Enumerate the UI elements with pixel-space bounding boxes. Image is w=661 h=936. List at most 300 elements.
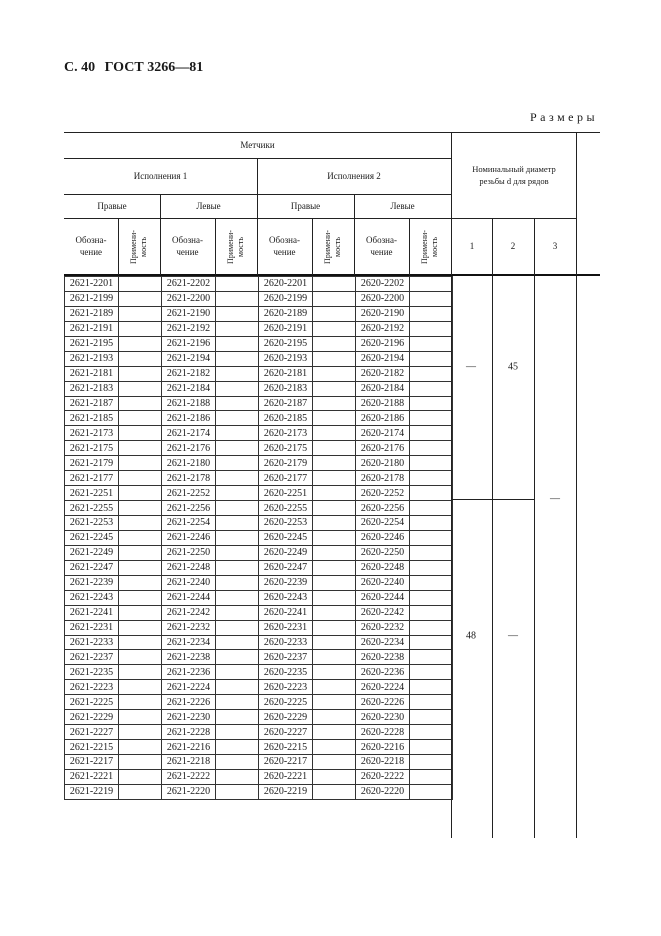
designation-cell: 2621-2173 [65, 426, 119, 441]
row-number-1: 1 [469, 240, 475, 251]
applicability-cell [410, 590, 453, 605]
row-number-2: 2 [510, 240, 516, 251]
designation-cell: 2621-2224 [162, 680, 216, 695]
applicability-cell [313, 321, 356, 336]
designation-cell: 2621-2180 [162, 456, 216, 471]
applicability-cell [119, 381, 162, 396]
applicability-cell [216, 740, 259, 755]
applicability-cell [313, 530, 356, 545]
designation-cell: 2620-2240 [356, 575, 410, 590]
applicability-cell [313, 381, 356, 396]
designation-cell: 2620-2220 [356, 784, 410, 799]
designation-cell: 2620-2181 [259, 366, 313, 381]
applicability-cell [216, 441, 259, 456]
applicability-cell [119, 650, 162, 665]
designation-cell: 2620-2234 [356, 635, 410, 650]
designation-cell: 2621-2232 [162, 620, 216, 635]
variant2-header: Исполнения 2 [327, 170, 381, 181]
designation-cell: 2620-2188 [356, 396, 410, 411]
diameter-value: — [550, 493, 560, 505]
designation-cell: 2621-2193 [65, 351, 119, 366]
applicability-cell [119, 530, 162, 545]
applicability-cell [410, 769, 453, 784]
applicability-cell [119, 426, 162, 441]
applicability-cell [410, 306, 453, 321]
designation-cell: 2621-2256 [162, 501, 216, 516]
applicability-cell [119, 306, 162, 321]
applicability-cell [119, 725, 162, 740]
applicability-cell [119, 351, 162, 366]
designation-cell: 2620-2248 [356, 560, 410, 575]
designation-cell: 2620-2195 [259, 336, 313, 351]
designation-cell: 2620-2191 [259, 321, 313, 336]
applicability-cell [119, 336, 162, 351]
applicability-cell [216, 381, 259, 396]
designation-cell: 2620-2179 [259, 456, 313, 471]
applicability-header: Примени- мость [323, 230, 342, 264]
applicability-cell [313, 710, 356, 725]
designation-cell: 2621-2243 [65, 590, 119, 605]
applicability-cell [313, 755, 356, 770]
designation-cell: 2620-2244 [356, 590, 410, 605]
applicability-cell [119, 590, 162, 605]
applicability-cell [119, 441, 162, 456]
applicability-header: Примени- мость [226, 230, 245, 264]
applicability-cell [216, 277, 259, 292]
left-header-1: Левые [196, 200, 221, 211]
applicability-cell [410, 575, 453, 590]
table-row [65, 516, 453, 531]
applicability-cell [119, 277, 162, 292]
applicability-cell [216, 560, 259, 575]
applicability-cell [216, 516, 259, 531]
applicability-cell [216, 650, 259, 665]
designation-cell: 2621-2252 [162, 486, 216, 501]
applicability-cell [313, 545, 356, 560]
designation-cell: 2620-2255 [259, 501, 313, 516]
applicability-cell [216, 486, 259, 501]
designation-cell: 2621-2200 [162, 291, 216, 306]
diameter-value: 45 [508, 361, 518, 373]
applicability-cell [119, 740, 162, 755]
applicability-cell [313, 486, 356, 501]
applicability-cell [313, 725, 356, 740]
applicability-cell [410, 650, 453, 665]
applicability-cell [410, 665, 453, 680]
applicability-cell [313, 366, 356, 381]
applicability-cell [216, 665, 259, 680]
designation-cell: 2620-2196 [356, 336, 410, 351]
designation-cell: 2620-2228 [356, 725, 410, 740]
applicability-cell [119, 605, 162, 620]
applicability-cell [313, 501, 356, 516]
designation-cell: 2620-2251 [259, 486, 313, 501]
designation-cell: 2621-2234 [162, 635, 216, 650]
designation-cell: 2621-2233 [65, 635, 119, 650]
designation-cell: 2620-2186 [356, 411, 410, 426]
standard-number: ГОСТ 3266—81 [104, 60, 204, 75]
applicability-cell [216, 784, 259, 799]
table-row [65, 710, 453, 725]
applicability-cell [216, 590, 259, 605]
applicability-cell [410, 680, 453, 695]
designation-cell: 2621-2217 [65, 755, 119, 770]
applicability-cell [119, 366, 162, 381]
applicability-cell [410, 366, 453, 381]
designation-header: Обозна- чение [366, 234, 397, 257]
applicability-cell [119, 575, 162, 590]
table-row [65, 351, 453, 366]
designation-cell: 2621-2230 [162, 710, 216, 725]
designation-cell: 2620-2254 [356, 516, 410, 531]
applicability-cell [410, 784, 453, 799]
designation-cell: 2620-2218 [356, 755, 410, 770]
applicability-cell [313, 575, 356, 590]
designation-cell: 2620-2252 [356, 486, 410, 501]
table-row [65, 740, 453, 755]
designation-cell: 2621-2202 [162, 277, 216, 292]
designation-cell: 2620-2238 [356, 650, 410, 665]
applicability-cell [313, 590, 356, 605]
applicability-cell [216, 680, 259, 695]
applicability-cell [410, 351, 453, 366]
applicability-cell [313, 769, 356, 784]
designation-cell: 2620-2182 [356, 366, 410, 381]
designation-cell: 2620-2245 [259, 530, 313, 545]
table-row [65, 530, 453, 545]
applicability-cell [313, 560, 356, 575]
applicability-cell [313, 411, 356, 426]
designation-cell: 2621-2239 [65, 575, 119, 590]
applicability-cell [410, 277, 453, 292]
page-number: С. 40 [64, 60, 96, 75]
applicability-cell [313, 441, 356, 456]
designation-cell: 2621-2190 [162, 306, 216, 321]
applicability-cell [410, 635, 453, 650]
applicability-cell [410, 321, 453, 336]
applicability-cell [119, 321, 162, 336]
applicability-cell [216, 710, 259, 725]
applicability-cell [313, 291, 356, 306]
table-row [65, 769, 453, 784]
designation-cell: 2620-2187 [259, 396, 313, 411]
designation-cell: 2620-2232 [356, 620, 410, 635]
designation-cell: 2620-2235 [259, 665, 313, 680]
designation-header: Обозна- чение [172, 234, 203, 257]
applicability-cell [410, 695, 453, 710]
designation-cell: 2621-2225 [65, 695, 119, 710]
applicability-cell [313, 680, 356, 695]
applicability-cell [216, 635, 259, 650]
designation-cell: 2621-2250 [162, 545, 216, 560]
applicability-cell [119, 560, 162, 575]
applicability-cell [119, 396, 162, 411]
designation-cell: 2620-2229 [259, 710, 313, 725]
table-row [65, 486, 453, 501]
applicability-cell [313, 605, 356, 620]
applicability-cell [313, 635, 356, 650]
designation-cell: 2621-2231 [65, 620, 119, 635]
taps-table [64, 276, 453, 800]
table-row [65, 590, 453, 605]
applicability-cell [119, 680, 162, 695]
designation-cell: 2621-2187 [65, 396, 119, 411]
designation-header: Обозна- чение [75, 234, 107, 257]
applicability-cell [216, 545, 259, 560]
row-number-3: 3 [552, 240, 558, 251]
table-row [65, 306, 453, 321]
applicability-cell [410, 396, 453, 411]
table-row [65, 426, 453, 441]
applicability-cell [119, 545, 162, 560]
designation-cell: 2621-2199 [65, 291, 119, 306]
applicability-cell [410, 605, 453, 620]
diameter-value: — [466, 361, 476, 373]
designation-cell: 2620-2230 [356, 710, 410, 725]
table-row [65, 575, 453, 590]
diameter-value: — [508, 630, 518, 642]
designation-cell: 2621-2188 [162, 396, 216, 411]
applicability-cell [410, 291, 453, 306]
designation-cell: 2621-2189 [65, 306, 119, 321]
applicability-cell [119, 501, 162, 516]
applicability-cell [410, 381, 453, 396]
designation-cell: 2621-2219 [65, 784, 119, 799]
designation-cell: 2620-2193 [259, 351, 313, 366]
diameter-header: Номинальный диаметр резьбы d для рядов [472, 164, 556, 186]
designation-cell: 2621-2240 [162, 575, 216, 590]
designation-cell: 2620-2184 [356, 381, 410, 396]
designation-cell: 2621-2253 [65, 516, 119, 531]
applicability-cell [216, 366, 259, 381]
designation-cell: 2620-2242 [356, 605, 410, 620]
designation-cell: 2621-2216 [162, 740, 216, 755]
table-row [65, 784, 453, 799]
applicability-cell [410, 501, 453, 516]
designation-cell: 2621-2178 [162, 471, 216, 486]
applicability-cell [119, 769, 162, 784]
designation-cell: 2621-2186 [162, 411, 216, 426]
table-row [65, 411, 453, 426]
applicability-cell [410, 725, 453, 740]
applicability-cell [410, 411, 453, 426]
designation-cell: 2621-2237 [65, 650, 119, 665]
applicability-cell [313, 306, 356, 321]
designation-cell: 2620-2217 [259, 755, 313, 770]
designation-cell: 2620-2243 [259, 590, 313, 605]
table-row [65, 396, 453, 411]
designation-cell: 2621-2236 [162, 665, 216, 680]
designation-cell: 2620-2183 [259, 381, 313, 396]
table-row [65, 560, 453, 575]
applicability-cell [119, 486, 162, 501]
applicability-cell [216, 306, 259, 321]
applicability-cell [410, 545, 453, 560]
designation-cell: 2620-2216 [356, 740, 410, 755]
designation-cell: 2621-2192 [162, 321, 216, 336]
designation-cell: 2621-2241 [65, 605, 119, 620]
designation-cell: 2620-2236 [356, 665, 410, 680]
designation-cell: 2620-2202 [356, 277, 410, 292]
applicability-cell [216, 321, 259, 336]
designation-cell: 2621-2228 [162, 725, 216, 740]
designation-cell: 2620-2176 [356, 441, 410, 456]
applicability-cell [410, 620, 453, 635]
designation-cell: 2621-2248 [162, 560, 216, 575]
right-header-1: Правые [97, 200, 127, 211]
applicability-cell [216, 755, 259, 770]
applicability-cell [410, 456, 453, 471]
table-row [65, 620, 453, 635]
designation-cell: 2621-2185 [65, 411, 119, 426]
table-row [65, 545, 453, 560]
applicability-cell [119, 456, 162, 471]
right-header-2: Правые [290, 200, 321, 211]
variant1-header: Исполнения 1 [133, 170, 188, 181]
applicability-cell [216, 336, 259, 351]
table-row [65, 366, 453, 381]
applicability-cell [313, 784, 356, 799]
table-row [65, 381, 453, 396]
designation-cell: 2620-2201 [259, 277, 313, 292]
designation-cell: 2621-2226 [162, 695, 216, 710]
table-row [65, 755, 453, 770]
diameter-value: 48 [466, 630, 476, 642]
taps-header: Метчики [240, 139, 275, 150]
applicability-cell [216, 351, 259, 366]
designation-cell: 2620-2231 [259, 620, 313, 635]
applicability-cell [119, 411, 162, 426]
designation-cell: 2621-2194 [162, 351, 216, 366]
designation-cell: 2621-2235 [65, 665, 119, 680]
designation-cell: 2621-2251 [65, 486, 119, 501]
designation-cell: 2620-2247 [259, 560, 313, 575]
table-row [65, 665, 453, 680]
designation-cell: 2621-2215 [65, 740, 119, 755]
designation-cell: 2620-2223 [259, 680, 313, 695]
designation-cell: 2620-2200 [356, 291, 410, 306]
designation-cell: 2620-2237 [259, 650, 313, 665]
designation-cell: 2621-2201 [65, 277, 119, 292]
applicability-cell [313, 516, 356, 531]
applicability-cell [216, 471, 259, 486]
designation-cell: 2621-2176 [162, 441, 216, 456]
designation-cell: 2620-2180 [356, 456, 410, 471]
designation-cell: 2620-2199 [259, 291, 313, 306]
applicability-cell [313, 426, 356, 441]
applicability-cell [119, 710, 162, 725]
designation-cell: 2620-2224 [356, 680, 410, 695]
designation-cell: 2620-2221 [259, 769, 313, 784]
designation-cell: 2621-2183 [65, 381, 119, 396]
applicability-cell [216, 411, 259, 426]
left-header-2: Левые [390, 200, 415, 211]
applicability-cell [313, 650, 356, 665]
designation-cell: 2620-2246 [356, 530, 410, 545]
applicability-cell [119, 291, 162, 306]
applicability-cell [313, 277, 356, 292]
applicability-cell [216, 695, 259, 710]
designation-cell: 2620-2175 [259, 441, 313, 456]
designation-cell: 2621-2245 [65, 530, 119, 545]
designation-cell: 2620-2194 [356, 351, 410, 366]
designation-cell: 2620-2215 [259, 740, 313, 755]
applicability-cell [410, 740, 453, 755]
designation-cell: 2620-2222 [356, 769, 410, 784]
designation-cell: 2621-2196 [162, 336, 216, 351]
designation-cell: 2620-2227 [259, 725, 313, 740]
table-row [65, 471, 453, 486]
applicability-cell [313, 351, 356, 366]
designation-cell: 2621-2191 [65, 321, 119, 336]
designation-cell: 2621-2255 [65, 501, 119, 516]
applicability-cell [410, 486, 453, 501]
designation-cell: 2621-2218 [162, 755, 216, 770]
designation-cell: 2621-2177 [65, 471, 119, 486]
applicability-cell [410, 530, 453, 545]
applicability-cell [216, 456, 259, 471]
table-row [65, 291, 453, 306]
designation-cell: 2621-2238 [162, 650, 216, 665]
table-row [65, 650, 453, 665]
sizes-label: Размеры [530, 110, 599, 124]
applicability-header: Примени- мость [129, 230, 148, 264]
designation-cell: 2620-2233 [259, 635, 313, 650]
table-row [65, 680, 453, 695]
designation-cell: 2621-2184 [162, 381, 216, 396]
table-row [65, 605, 453, 620]
applicability-cell [410, 471, 453, 486]
page-header [64, 60, 203, 76]
designation-cell: 2621-2227 [65, 725, 119, 740]
applicability-cell [119, 635, 162, 650]
designation-cell: 2620-2173 [259, 426, 313, 441]
table-row [65, 456, 453, 471]
applicability-cell [216, 620, 259, 635]
applicability-cell [216, 291, 259, 306]
applicability-cell [410, 336, 453, 351]
table-row [65, 501, 453, 516]
designation-cell: 2621-2223 [65, 680, 119, 695]
designation-cell: 2621-2182 [162, 366, 216, 381]
designation-cell: 2621-2222 [162, 769, 216, 784]
designation-cell: 2621-2247 [65, 560, 119, 575]
applicability-cell [216, 530, 259, 545]
applicability-cell [410, 755, 453, 770]
designation-cell: 2621-2175 [65, 441, 119, 456]
applicability-cell [119, 620, 162, 635]
designation-cell: 2621-2181 [65, 366, 119, 381]
designation-cell: 2620-2192 [356, 321, 410, 336]
designation-cell: 2620-2249 [259, 545, 313, 560]
designation-header: Обозна- чение [269, 234, 300, 257]
table-row [65, 441, 453, 456]
designation-cell: 2621-2229 [65, 710, 119, 725]
applicability-cell [119, 755, 162, 770]
designation-cell: 2620-2189 [259, 306, 313, 321]
designation-cell: 2620-2250 [356, 545, 410, 560]
applicability-cell [313, 396, 356, 411]
table-row [65, 277, 453, 292]
designation-cell: 2620-2174 [356, 426, 410, 441]
designation-cell: 2620-2177 [259, 471, 313, 486]
applicability-cell [119, 695, 162, 710]
designation-cell: 2620-2225 [259, 695, 313, 710]
applicability-cell [119, 784, 162, 799]
table-row [65, 321, 453, 336]
designation-cell: 2621-2220 [162, 784, 216, 799]
applicability-cell [313, 665, 356, 680]
